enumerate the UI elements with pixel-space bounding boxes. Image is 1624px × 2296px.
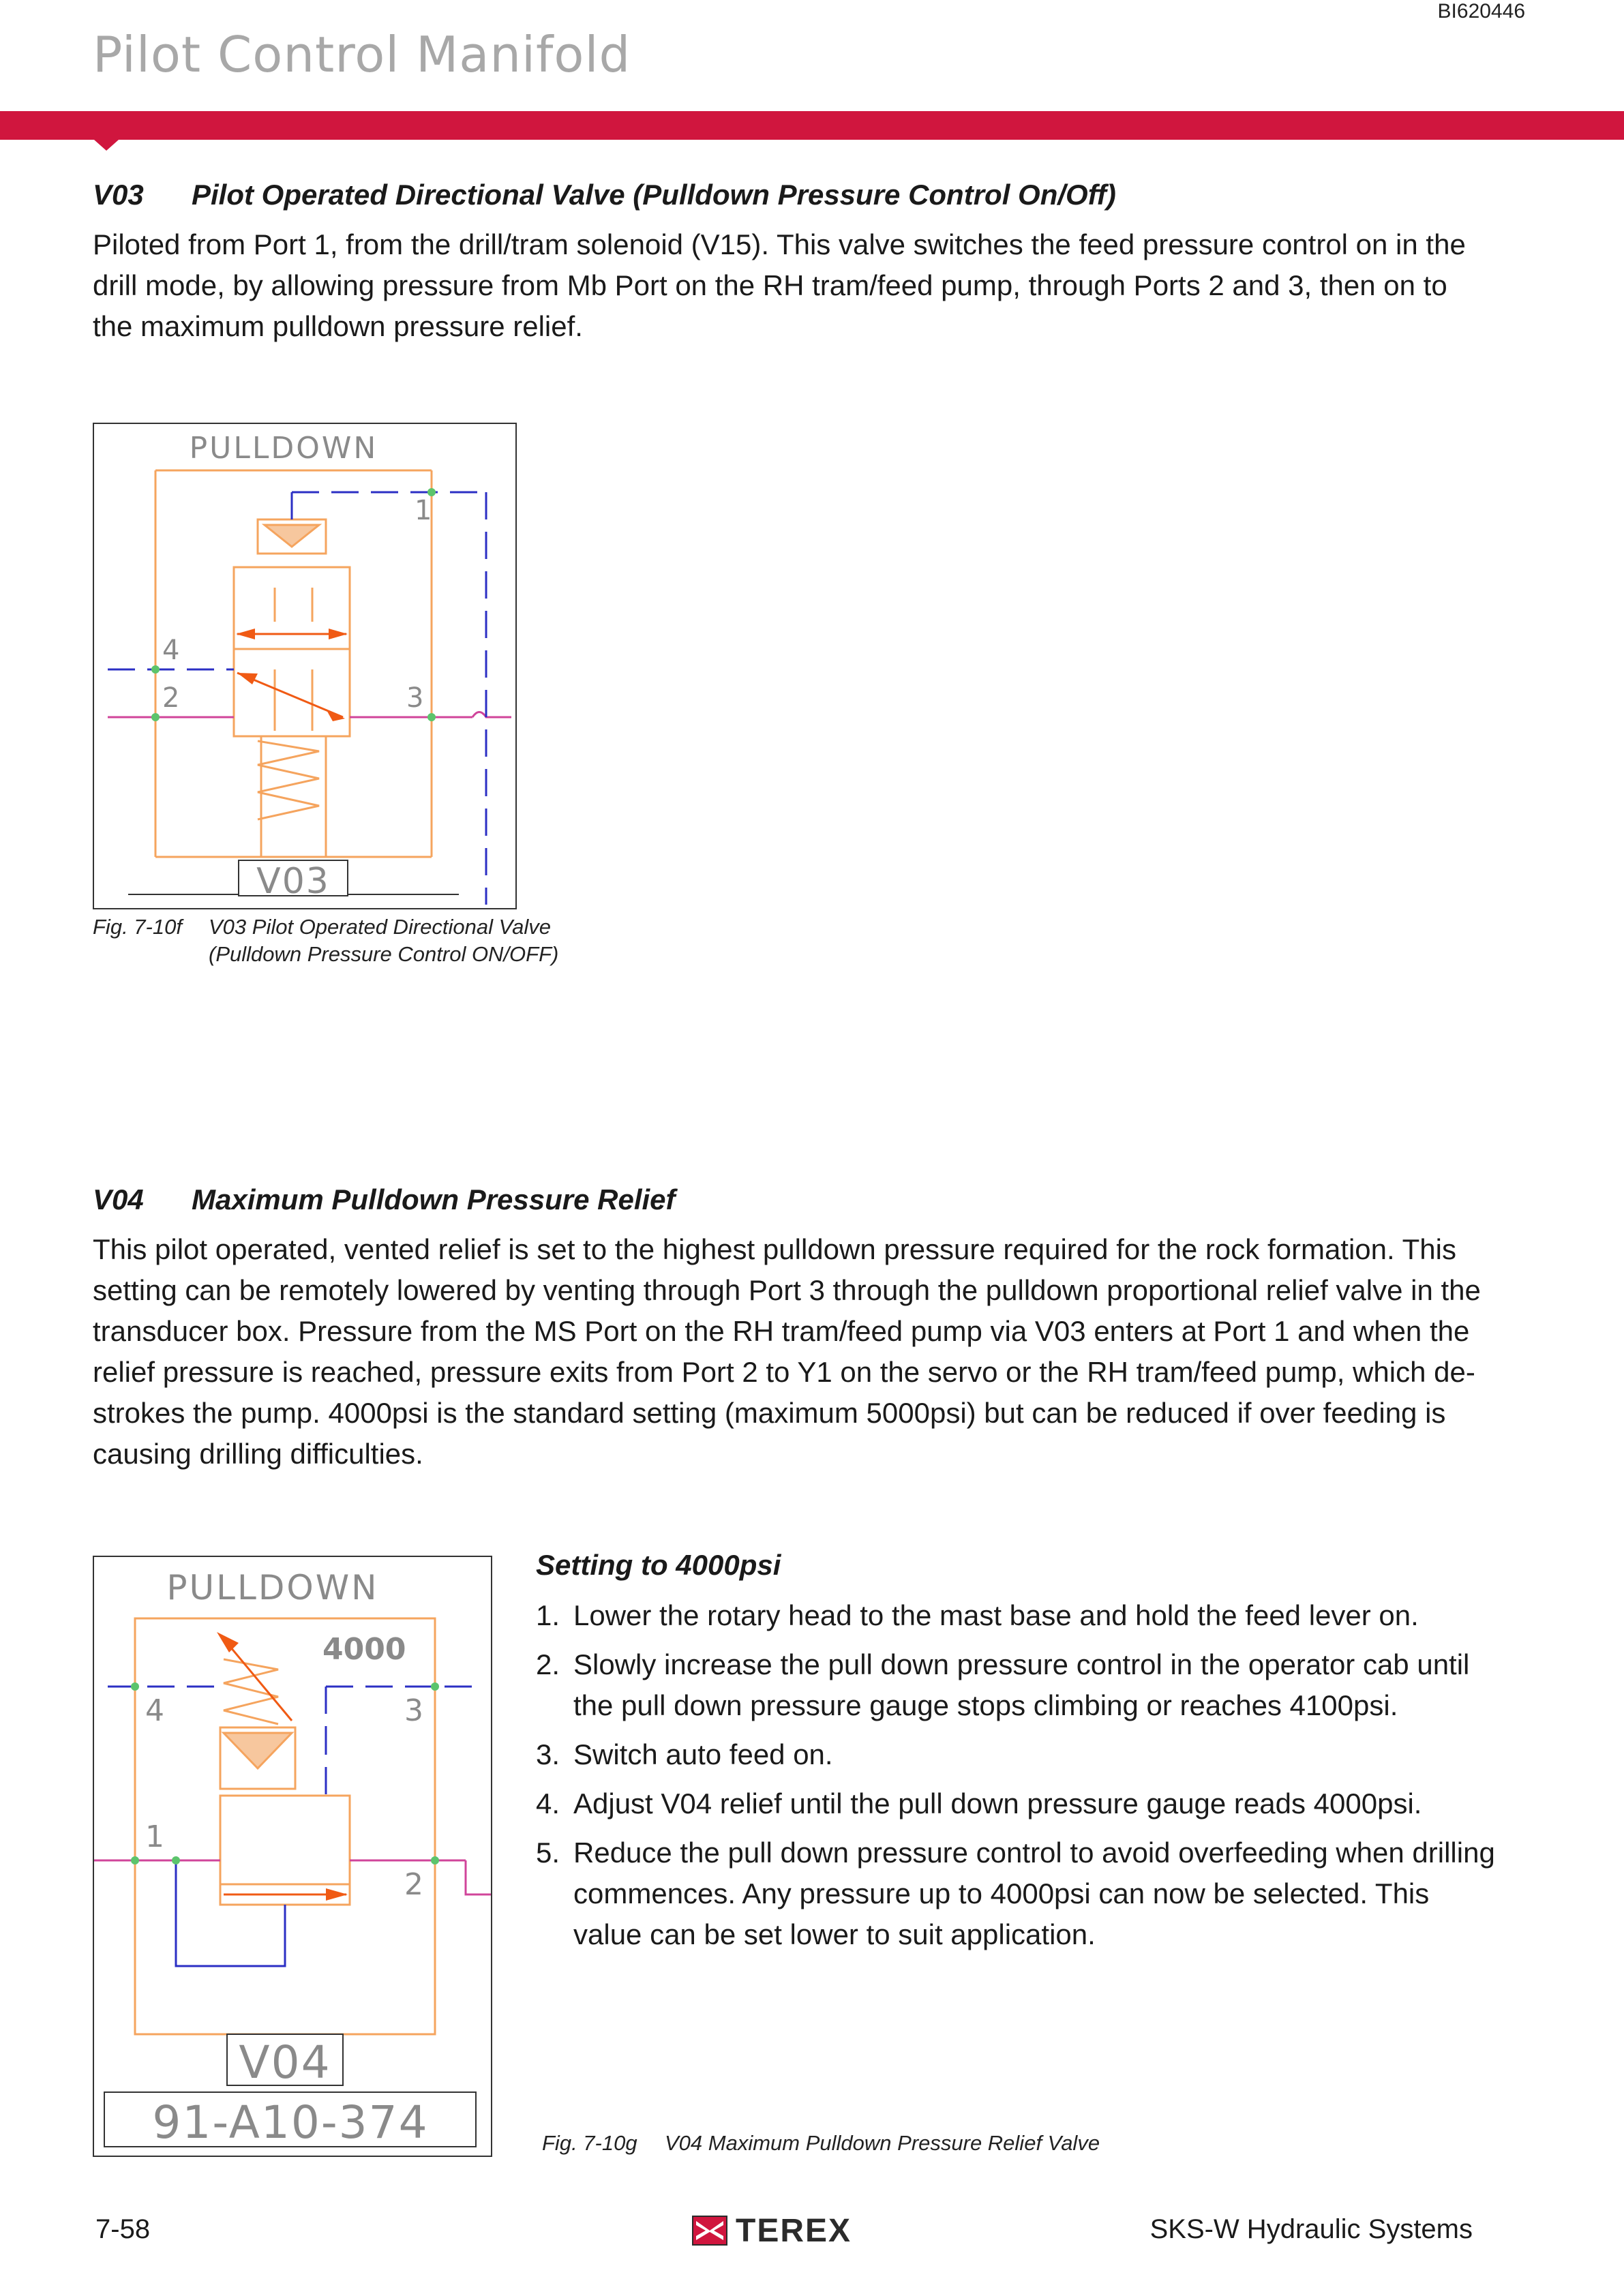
- paragraph: This pilot operated, vented relief is set to the highest pulldown pressure required for the rock formation. This setting can be remotely lowered by venting through Port 3 through the pulldown proportional relief valve in the transducer box. Pressure from the MS Port on the RH tram/feed pump via V03 enters at Port 1 and when the relief pressure is reached, pressure exits from Port 2 to Y1 on the servo or the RH tram/feed pump, which de-strokes the pump. 4000psi is the standard setting (maximum 5000psi) but can be reduced if over feeding is causing drilling difficulties.: [93, 1233, 1481, 1470]
- setting-procedure-steps: [536, 1595, 1504, 1963]
- caption-text: V03 Pilot Operated Directional Valve: [209, 915, 552, 939]
- step-text: Slowly increase the pull down pressure control in the operator cab until the pull down pressure gauge stops climbing or reaches 4100psi.: [573, 1648, 1470, 1721]
- page-title: Pilot Control Manifold: [93, 26, 631, 83]
- v04-setting-label: 4000: [322, 1632, 406, 1667]
- step-number: 2.: [536, 1648, 560, 1680]
- flow-arrowhead-icon: [326, 1888, 348, 1901]
- v04-label-code: V04: [239, 2036, 331, 2089]
- v04-label-top: PULLDOWN: [166, 1568, 379, 1607]
- v03-label-bottom: V03: [256, 861, 330, 902]
- pilot-actuator-icon: [265, 525, 319, 547]
- step-text: Lower the rotary head to the mast base and hold the feed lever on.: [573, 1599, 1419, 1631]
- junction-nodes: [151, 488, 436, 721]
- list-item: [536, 1734, 1504, 1775]
- v03-port-1-label: 1: [415, 495, 432, 526]
- v03-schematic: [94, 424, 515, 908]
- v04-port-4-label: 4: [145, 1693, 164, 1728]
- step-number: 4.: [536, 1787, 560, 1819]
- section-code: V03: [93, 179, 144, 211]
- page-number: 7-58: [95, 2214, 151, 2244]
- junction-nodes: [131, 1682, 439, 1864]
- list-item: [536, 1832, 1504, 1955]
- v03-label-top: PULLDOWN: [189, 431, 378, 466]
- figure-v04-caption: [542, 2130, 1100, 2157]
- setting-procedure-title: Setting to 4000psi: [536, 1549, 781, 1581]
- pressure-line: [94, 1860, 491, 1894]
- header-bar-notch: [94, 140, 119, 151]
- spring-icon: [258, 741, 319, 819]
- step-number: 5.: [536, 1837, 560, 1869]
- step-number: 3.: [536, 1738, 560, 1770]
- terex-logo: [692, 2211, 852, 2250]
- v04-port-3-label: 3: [404, 1693, 423, 1728]
- brand-name: TEREX: [736, 2212, 852, 2249]
- v03-port-3-label: 3: [406, 682, 424, 714]
- list-item: [536, 1783, 1504, 1824]
- list-item: [536, 1644, 1504, 1726]
- step-text: Switch auto feed on.: [573, 1738, 833, 1770]
- section-code: V04: [93, 1183, 144, 1215]
- footer-section-name: SKS-W Hydraulic Systems: [1149, 2214, 1473, 2244]
- figure-v03-diagram: [93, 423, 517, 909]
- list-item: [536, 1595, 1504, 1636]
- figure-v04-diagram: [93, 1556, 492, 2157]
- caption-number: Fig. 7-10f: [93, 915, 182, 939]
- section-body-v03: [93, 224, 1484, 347]
- paragraph: Piloted from Port 1, from the drill/tram solenoid (V15). This valve switches the feed pressure control on in the drill mode, by allowing pressure from Mb Port on the RH tram/feed pump, through Ports 2 and 3, then on to the maximum pulldown pressure relief.: [93, 228, 1466, 342]
- section-title: Pilot Operated Directional Valve (Pulldown Pressure Control On/Off): [192, 179, 1116, 211]
- section-heading-v04: [93, 1183, 676, 1216]
- caption-text-line2: (Pulldown Pressure Control ON/OFF): [209, 942, 559, 966]
- poppet-icon: [224, 1733, 292, 1768]
- step-number: 1.: [536, 1599, 560, 1631]
- v04-port-1-label: 1: [145, 1819, 164, 1854]
- valve-body-outline: [135, 1618, 435, 2034]
- header-bar: [0, 111, 1624, 140]
- step-text: Adjust V04 relief until the pull down pressure gauge reads 4000psi.: [573, 1787, 1422, 1819]
- section-title: Maximum Pulldown Pressure Relief: [192, 1183, 676, 1215]
- v03-port-4-label: 4: [162, 635, 180, 666]
- document-id: BI620446: [1437, 0, 1525, 22]
- v03-port-2-label: 2: [162, 682, 180, 714]
- caption-number: Fig. 7-10g: [542, 2131, 637, 2155]
- section-heading-v03: [93, 179, 1116, 211]
- drain-line: [176, 1860, 285, 1966]
- step-text: Reduce the pull down pressure control to avoid overfeeding when drilling commences. Any pressure up to 4000psi can now be selected. This value can be set lower to suit application.: [573, 1837, 1495, 1950]
- section-body-v04: [93, 1229, 1484, 1475]
- caption-text: V04 Maximum Pulldown Pressure Relief Valve: [665, 2131, 1100, 2155]
- adjust-arrowhead-icon: [217, 1632, 239, 1652]
- flow-arrow-icons: [236, 629, 348, 721]
- terex-logo-icon: [692, 2216, 727, 2246]
- figure-v03-caption: [93, 913, 558, 968]
- v04-label-part: 91-A10-374: [152, 2096, 429, 2149]
- adjustable-spring-icon: [224, 1659, 278, 1724]
- v04-port-2-label: 2: [404, 1867, 423, 1902]
- v04-schematic: [94, 1557, 491, 2156]
